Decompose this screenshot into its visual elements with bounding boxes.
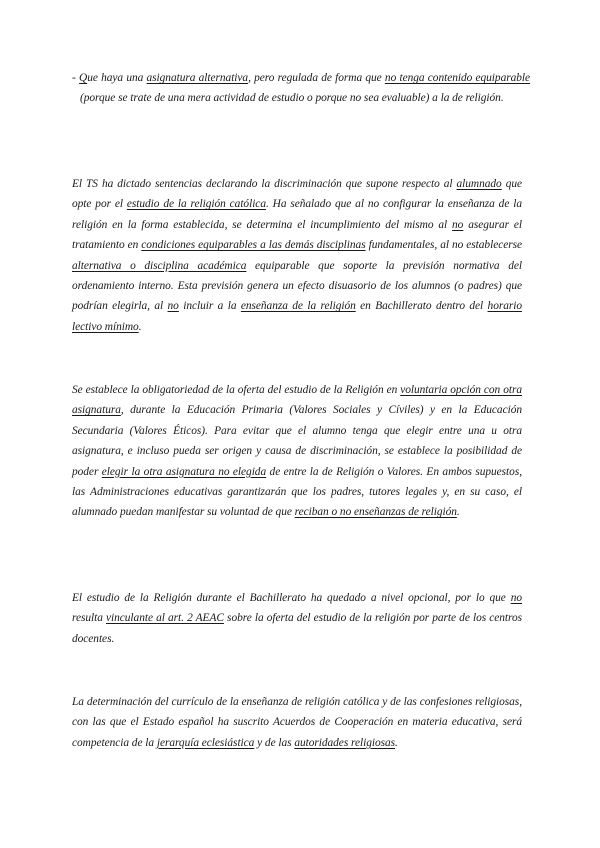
underlined-text: vinculante al art. 2 AEAC [106, 612, 224, 625]
text-run: sobre la oferta del estudio de la religión por parte de los centros docentes. [72, 612, 522, 645]
underlined-text: elegir la otra asignatura no elegida [101, 465, 267, 478]
underlined-text: autoridades religiosas [294, 736, 396, 749]
underlined-text: voluntaria opción con otra asignatura [72, 384, 522, 417]
underlined-text: no tenga contenido equiparable [384, 72, 531, 84]
text-run: , pero regulada de forma que [248, 72, 385, 84]
paragraph-bachillerato-optional [72, 588, 522, 649]
text-run: . [138, 320, 142, 333]
paragraph-curriculum-competence [72, 692, 522, 753]
text-run: Se establece la obligatoriedad de la oferta del estudio de la Religión en [72, 384, 401, 396]
text-run: que opte por el [72, 178, 522, 211]
paragraph-ts-discrimination [72, 174, 522, 337]
underlined-text: asignatura alternativa [146, 72, 249, 84]
text-run: , durante la Educación Primaria (Valores Sociales y Cíviles) y en la Educación Secundaria (Valores Éticos). Para evitar que el alumno tenga que elegir entre una u otra asignatura, e incluso pueda ser origen y causa de discriminación, se establece la posibilidad de poder [72, 404, 522, 478]
text-run: y de las [254, 736, 295, 749]
text-run: El estudio de la Religión durante el Bachillerato ha quedado a nivel opcional, por lo que [72, 592, 511, 604]
text-run: (porque se trate de una mera actividad de estudio o porque no sea evaluable) a la de religión. [80, 92, 504, 105]
text-run: . [456, 506, 460, 519]
text-run: El TS ha dictado sentencias declarando la discriminación que supone respecto al [72, 178, 457, 190]
underlined-text: alumnado [456, 178, 502, 190]
underlined-text: no [510, 592, 522, 604]
text-run: asegurar el tratamiento en [72, 218, 522, 252]
underlined-text: no [452, 218, 464, 231]
text-run: equiparable que soporte la previsión normativa del ordenamiento interno. Esta previsión genera un efecto disuasorio de los alumnos (o padres) que podrían elegirla, al [72, 259, 522, 313]
underlined-text: no [167, 300, 179, 313]
underlined-text: Q [79, 72, 88, 84]
text-run: ue haya una [87, 72, 147, 84]
text-run: - [72, 72, 80, 84]
paragraph-alternative-subject [72, 68, 530, 109]
underlined-text: condiciones equiparables a las demás disciplinas [141, 239, 366, 252]
text-run: fundamentales, al no establecerse [365, 239, 522, 252]
text-run: La determinación del currículo de la enseñanza de religión católica y de las confesiones religiosas, con las que el Estado español ha suscrito Acuerdos de Cooperación en materia educativa, será competencia de la [72, 696, 522, 749]
text-run: en Bachillerato dentro del [355, 300, 488, 313]
text-run: . Ha señalado que al no configurar la enseñanza de la religión en la forma establecida, se determina el incumplimiento del mismo al [72, 198, 522, 231]
underlined-text: estudio de la religión católica [126, 198, 266, 211]
underlined-text: horario lectivo mínimo [72, 300, 523, 333]
underlined-text: jerarquía eclesiástica [156, 736, 255, 749]
underlined-text: reciban o no enseñanzas de religión [294, 506, 457, 519]
paragraph-mandatory-offer [72, 380, 522, 523]
text-run: resulta [72, 612, 107, 625]
text-run: . [395, 736, 398, 749]
text-run: incluir a la [178, 300, 241, 313]
underlined-text: enseñanza de la religión [240, 300, 356, 313]
text-run: de entre la de Religión o Valores. En ambos supuestos, las Administraciones educativas garantizarán que los padres, tutores legales y, en su caso, el alumnado puedan manifestar su voluntad de que [72, 465, 522, 519]
underlined-text: alternativa o disciplina académica [72, 259, 247, 272]
